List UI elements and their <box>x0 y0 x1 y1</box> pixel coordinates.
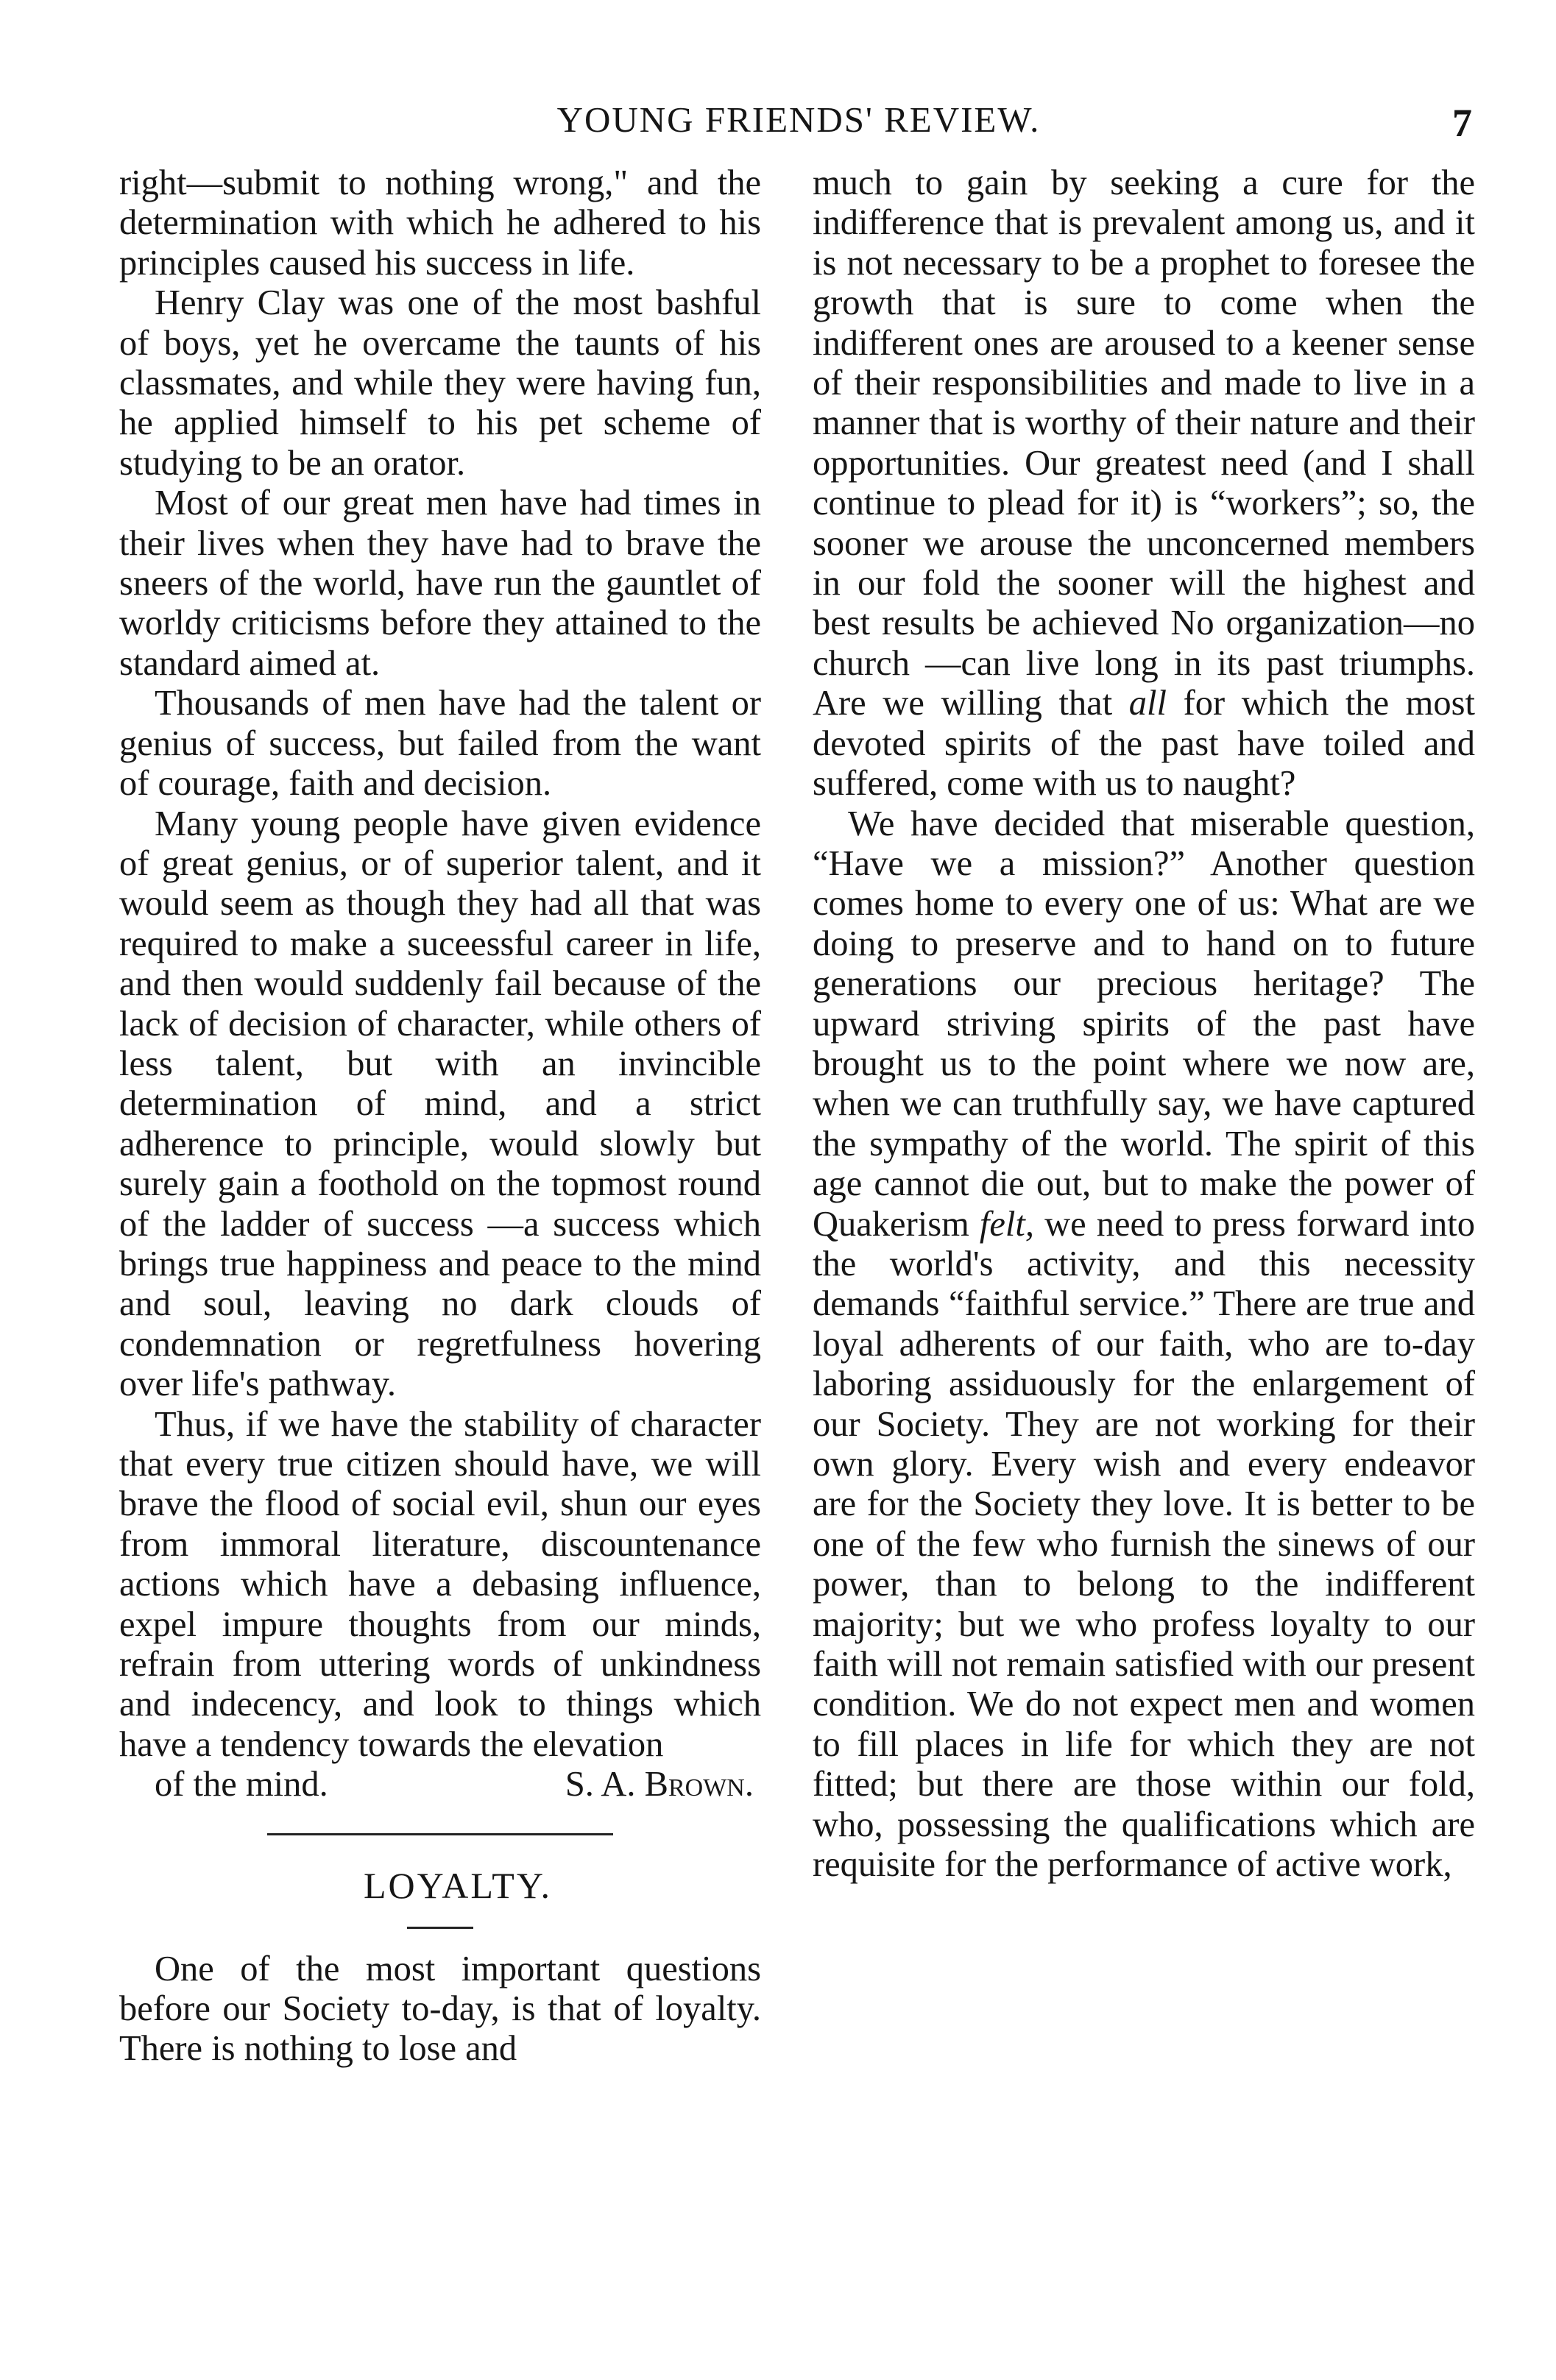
title-rule <box>407 1927 473 1929</box>
paragraph-text: We have decided that miserable question, “Have we a mission?” Another question comes home to every one of us: What are we doing to preserve and to hand on to future generations our precious heritage? The upward striving spirits of the past have brought us to the point where we now are, when we can truthfully say, we have captured the sympathy of the world. The spirit of this age cannot die out, but to make the power of Quakerism <box>813 804 1475 1244</box>
italic-word: all <box>1128 684 1167 723</box>
paragraph-text: for which the most devoted spirits of the past have toiled and suffered, come with us to naught? <box>813 684 1476 804</box>
page-number: 7 <box>1452 101 1472 145</box>
section-divider <box>267 1833 613 1835</box>
running-head <box>125 94 1472 146</box>
paragraph: Thus, if we have the stability of character that every true citizen should have, we will brave the flood of social evil, shun our eyes from immoral literature, discountenance actions which have a debasing influence, expel impure thoughts from our minds, refrain from uttering words of unkindness and indecency, and look to things which have a tendency towards the elevation <box>119 1404 761 1764</box>
author-signature: S. A. Brown. <box>565 1765 754 1805</box>
paragraph: right—submit to nothing wrong," and the determination with which he adhered to his principles caused his success in life. <box>119 163 761 283</box>
paragraph: Thousands of men have had the talent or genius of success, but failed from the want of courage, faith and decision. <box>119 684 761 804</box>
paragraph: Most of our great men have had times in their lives when they have had to brave the sneers of the world, have run the gauntlet of worldy criticisms before they attained to the standard aimed at. <box>119 484 761 683</box>
signature-line-text: of the mind. <box>155 1765 328 1805</box>
paragraph: Henry Clay was one of the most bashful of boys, yet he overcame the taunts of his classmates, and while they were having fun, he applied himself to his pet scheme of studying to be an orator. <box>119 283 761 483</box>
paragraph: One of the most important questions before our Society to-day, is that of loyalty. There is nothing to lose and <box>119 1949 761 2069</box>
italic-word: felt, <box>979 1204 1034 1244</box>
paragraph <box>813 804 1475 1885</box>
paragraph <box>813 163 1475 804</box>
paragraph-text: much to gain by seeking a cure for the indifference that is prevalent among us, and it is not necessary to be a prophet to foresee the growth that is sure to come when the indifferent ones are aroused to a keener sense of their responsibilities and made to live in a manner that is worthy of their nature and their opportunities. Our greatest need (and I shall continue to plead for it) is “workers”; so, the sooner we arouse the unconcerned members in our fold the sooner will the highest and best results be achieved No organization—no church —can live long in its past triumphs. Are we willing that <box>813 163 1475 723</box>
paragraph: Many young people have given evidence of great genius, or of superior talent, and it would seem as though they had all that was required to make a suceessful career in life, and then would suddenly fail because of the lack of decision of character, while others of less talent, but with an invincible determination of mind, and a strict adherence to principle, would slowly but surely gain a foothold on the topmost round of the ladder of success —a success which brings true happiness and peace to the mind and soul, leaving no dark clouds of condemnation or regretfulness hovering over life's pathway. <box>119 804 761 1404</box>
signature-line <box>119 1765 761 1805</box>
right-column <box>813 163 1475 1885</box>
paragraph-text: we need to press forward into the world's activity, and this necessity demands “faithful service.” There are true and loyal adherents of our faith, who are to-day laboring assiduously for the enlargement of our Society. They are not working for their own glory. Every wish and every endeavor are for the Society they love. It is better to be one of the few who furnish the sinews of our power, than to belong to the indifferent majority; but we who profess loyalty to our faith will not remain satisfied with our present condition. We do not expect men and women to fill places in life for which they are not fitted; but there are those within our fold, who, possessing the qualifications which are requisite for the performance of active work, <box>813 1204 1475 1885</box>
left-column <box>119 163 761 2069</box>
section-title: LOYALTY. <box>364 1864 552 1906</box>
running-title: YOUNG FRIENDS' REVIEW. <box>556 99 1041 140</box>
